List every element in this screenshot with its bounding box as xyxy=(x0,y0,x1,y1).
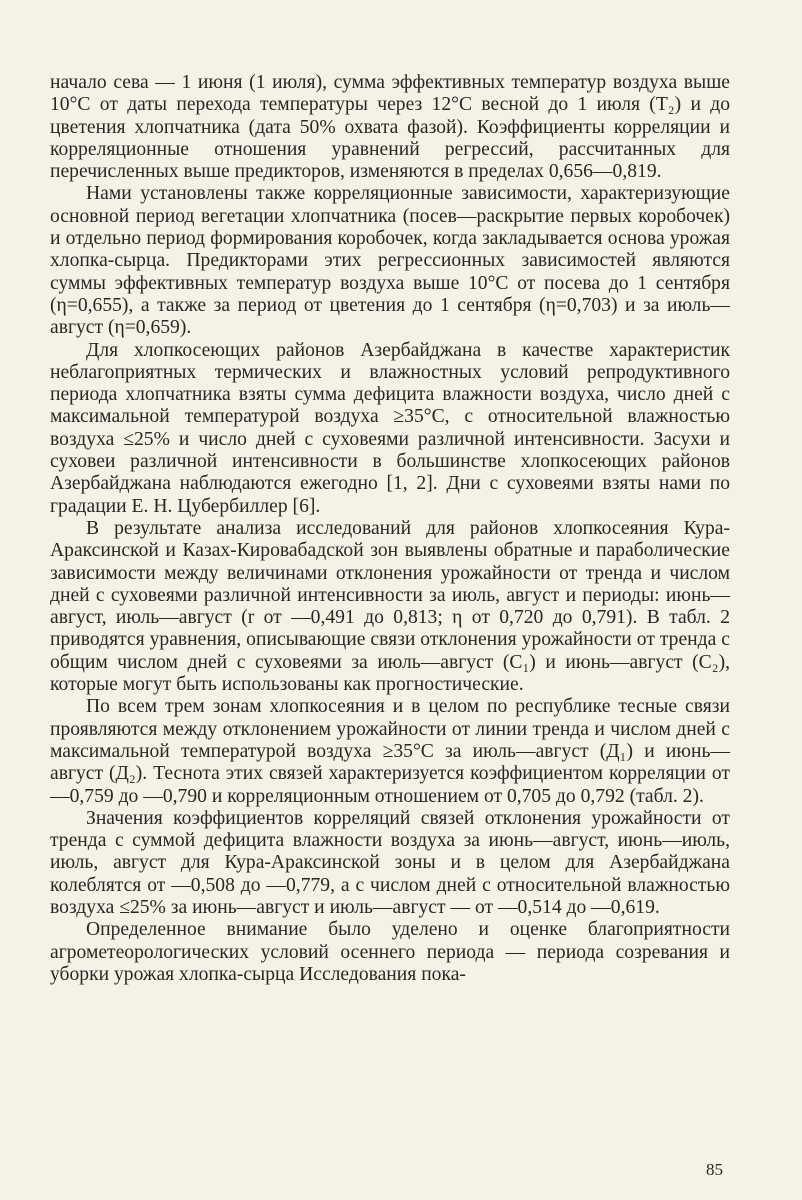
paragraph-6: Значения коэффициентов корреляций связей отклонения урожайности от тренда с суммой дефицита влажности воздуха за июнь—август, июнь—июль, июль, август для Кура-Араксинской зоны и в целом для Азербайджана колеблятся от —0,508 до —0,779, а с числом дней с относительной влажностью воздуха ≤25% за июнь—август и июль—август — от —0,514 до —0,619. xyxy=(50,807,730,918)
paragraph-5: По всем трем зонам хлопкосеяния и в целом по республике тесные связи проявляются между отклонением урожайности от линии тренда и числом дней с максимальной температурой воздуха ≥35°C за июль—август (Д₁) и июнь—август (Д₂). Теснота этих связей характеризуется коэффициентом корреляции от —0,759 до —0,790 и корреляционным отношением от 0,705 до 0,792 (табл. 2). xyxy=(50,696,730,807)
page-text-body xyxy=(50,72,730,986)
paragraph-1: начало сева — 1 июня (1 июля), сумма эффективных температур воздуха выше 10°C от даты перехода температуры через 12°C весной до 1 июля (T₂) и до цветения хлопчатника (дата 50% охвата фазой). Коэффициенты корреляции и корреляционные отношения уравнений регрессий, рассчитанных для перечисленных выше предикторов, изменяются в пределах 0,656—0,819. xyxy=(50,72,730,183)
page-number: 85 xyxy=(706,1160,723,1179)
paragraph-2: Нами установлены также корреляционные зависимости, характеризующие основной период вегетации хлопчатника (посев—раскрытие первых коробочек) и отдельно период формирования коробочек, когда закладывается основа урожая хлопка-сырца. Предикторами этих регрессионных зависимостей являются суммы эффективных температур воздуха выше 10°C от посева до 1 сентября (η=0,655), а также за период от цветения до 1 сентября (η=0,703) и за июль—август (η=0,659). xyxy=(50,183,730,339)
paragraph-3: Для хлопкосеющих районов Азербайджана в качестве характеристик неблагоприятных термических и влажностных условий репродуктивного периода хлопчатника взяты сумма дефицита влажности воздуха, число дней с максимальной температурой воздуха ≥35°C, с относительной влажностью воздуха ≤25% и число дней с суховеями различной интенсивности. Засухи и суховеи различной интенсивности в большинстве хлопкосеющих районов Азербайджана наблюдаются ежегодно [1, 2]. Дни с суховеями взяты нами по градации Е. Н. Цубербиллер [6]. xyxy=(50,339,730,517)
paragraph-7: Определенное внимание было уделено и оценке благоприятности агрометеорологических условий осеннего периода — периода созревания и уборки урожая хлопка-сырца Исследования пока- xyxy=(50,919,730,985)
paragraph-4: В результате анализа исследований для районов хлопкосеяния Кура-Араксинской и Казах-Кировабадской зон выявлены обратные и параболические зависимости между величинами отклонения урожайности от тренда и числом дней с суховеями различной интенсивности за июль, август и периоды: июнь—август, июль—август (r от —0,491 до 0,813; η от 0,720 до 0,791). В табл. 2 приводятся уравнения, описывающие связи отклонения урожайности от тренда с общим числом дней с суховеями за июль—август (C₁) и июнь—август (C₂), которые могут быть использованы как прогностические. xyxy=(50,517,730,696)
